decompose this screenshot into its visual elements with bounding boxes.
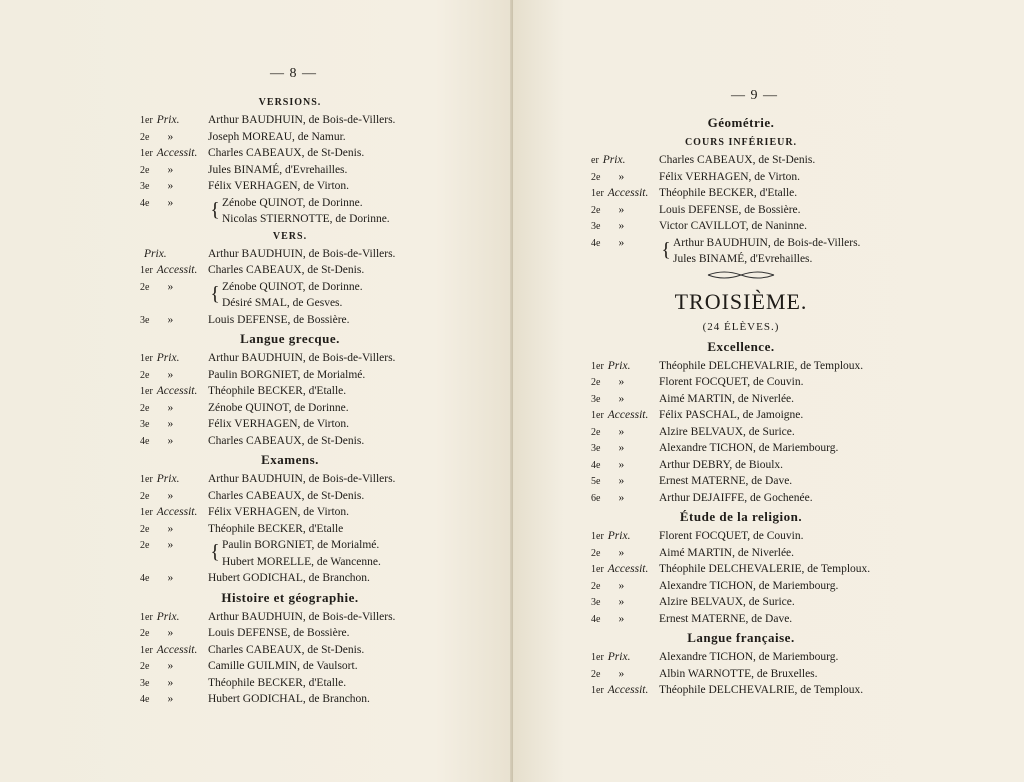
award-row <box>140 246 440 263</box>
student-name: Félix VERHAGEN, de Virton. <box>208 506 350 518</box>
award-rank <box>140 178 208 195</box>
rank-ordinal: 1er <box>140 474 153 485</box>
award-kind: Accessit. <box>156 506 198 518</box>
award-kind: Prix. <box>156 352 180 364</box>
award-rank <box>140 262 208 279</box>
award-row <box>140 537 440 570</box>
student-name: Alzire BELVAUX, de Surice. <box>659 596 795 608</box>
award-row <box>140 367 440 384</box>
award-row <box>591 545 891 562</box>
award-kind: » <box>167 180 174 192</box>
award-row <box>140 691 440 708</box>
rank-ordinal: 1er <box>591 652 604 663</box>
section-heading: VERS. <box>272 230 308 242</box>
student-name: Albin WARNOTTE, de Bruxelles. <box>659 667 818 680</box>
student-name: Arthur DEJAIFFE, de Gochenée. <box>659 491 813 504</box>
rank-ordinal: 4e <box>140 197 150 209</box>
award-rank <box>140 691 208 708</box>
award-rank <box>140 279 208 312</box>
rank-ordinal: 2e <box>140 281 150 293</box>
student-name: Théophile DELCHEVALERIE, de Temploux. <box>659 563 871 575</box>
award-rank <box>591 578 659 595</box>
award-row <box>591 457 891 474</box>
award-rank <box>591 473 659 490</box>
award-kind: » <box>618 612 625 625</box>
tied-names <box>222 195 390 228</box>
student-name: Félix VERHAGEN, de Virton. <box>208 180 350 192</box>
award-kind: » <box>167 693 174 705</box>
award-kind: » <box>167 368 174 381</box>
award-kind: » <box>167 130 174 143</box>
brace-icon: { <box>661 238 671 261</box>
rank-ordinal: 1er <box>140 611 153 623</box>
rank-ordinal: 4e <box>591 613 601 625</box>
award-rank <box>591 358 659 375</box>
rank-ordinal: 2e <box>140 402 150 414</box>
award-row <box>140 488 440 505</box>
award-kind: » <box>167 489 174 502</box>
rank-ordinal: 4e <box>140 694 150 705</box>
award-kind: Accessit. <box>607 187 649 199</box>
award-row <box>140 471 440 488</box>
award-kind: Prix. <box>602 154 626 166</box>
award-rank <box>140 350 208 367</box>
student-name: Nicolas STIERNOTTE, de Dorinne. <box>222 213 390 225</box>
student-name: Charles CABEAUX, de St-Denis. <box>659 154 816 166</box>
award-kind: » <box>167 660 174 672</box>
award-kind: » <box>618 236 625 249</box>
award-row <box>140 112 440 129</box>
award-row <box>591 473 891 490</box>
award-row <box>140 162 440 179</box>
award-kind: » <box>618 425 625 438</box>
student-name: Zénobe QUINOT, de Dorinne. <box>222 280 363 293</box>
award-row <box>140 642 440 659</box>
award-rank <box>140 609 208 626</box>
award-row <box>140 609 440 626</box>
student-name: Florent FOCQUET, de Couvin. <box>659 530 804 542</box>
student-name: Louis DEFENSE, de Bossière. <box>208 313 350 326</box>
award-row <box>140 279 440 312</box>
award-kind: » <box>167 196 174 209</box>
award-kind: Prix. <box>156 114 180 126</box>
student-name: Félix VERHAGEN, de Virton. <box>659 170 801 183</box>
tied-names <box>222 279 363 312</box>
award-rank <box>140 570 208 587</box>
award-rank <box>591 666 659 683</box>
award-kind: Accessit. <box>607 684 649 696</box>
award-kind: » <box>618 596 625 608</box>
student-name: Arthur BAUDHUIN, de Bois-de-Villers. <box>208 610 396 623</box>
student-name: Arthur BAUDHUIN, de Bois-de-Villers. <box>208 114 396 126</box>
award-rank <box>591 649 659 666</box>
student-name: Ernest MATERNE, de Dave. <box>659 475 793 487</box>
award-row <box>591 218 891 235</box>
award-rank <box>591 169 659 186</box>
tied-names <box>673 235 860 268</box>
award-row <box>591 169 891 186</box>
student-name: Jules BINAMÉ, d'Evrehailles. <box>673 253 813 265</box>
student-name: Zénobe QUINOT, de Dorinne. <box>222 196 363 209</box>
award-row <box>140 350 440 367</box>
student-name: Charles CABEAUX, de St-Denis. <box>208 434 365 447</box>
student-name: Félix PASCHAL, de Jamoigne. <box>659 409 804 421</box>
award-row <box>591 152 891 169</box>
right-column <box>591 112 891 699</box>
award-rank <box>591 185 659 202</box>
award-kind: » <box>167 401 174 414</box>
rank-ordinal: 2e <box>591 171 601 183</box>
section-heading: Langue grecque. <box>240 331 340 346</box>
student-name: Louis DEFENSE, de Bossière. <box>659 203 801 216</box>
award-rank <box>140 400 208 417</box>
student-name: Victor CAVILLOT, de Naninne. <box>659 220 808 232</box>
award-rank <box>591 235 659 268</box>
rank-ordinal: 1er <box>591 360 604 372</box>
award-rank <box>591 202 659 219</box>
award-rank <box>591 457 659 474</box>
student-name: Charles CABEAUX, de St-Denis. <box>208 147 365 159</box>
award-kind: » <box>167 163 174 176</box>
rank-ordinal: 1er <box>140 507 153 518</box>
award-rank <box>591 682 659 699</box>
award-kind: Prix. <box>607 651 631 663</box>
award-kind: » <box>167 676 174 689</box>
rank-ordinal: 4e <box>591 459 601 471</box>
award-kind: » <box>618 475 625 487</box>
rank-ordinal: 1er <box>591 188 604 199</box>
student-name: Félix VERHAGEN, de Virton. <box>208 418 350 430</box>
rank-ordinal: 2e <box>140 131 150 143</box>
award-row <box>591 358 891 375</box>
rank-ordinal: 3e <box>140 419 150 430</box>
rank-ordinal: 1er <box>140 115 153 126</box>
award-kind: » <box>167 313 174 326</box>
award-row <box>140 675 440 692</box>
award-rank <box>140 625 208 642</box>
award-rank <box>140 675 208 692</box>
student-name: Paulin BORGNIET, de Morialmé. <box>208 368 366 381</box>
section-heading: Langue française. <box>687 630 795 645</box>
rank-ordinal: 4e <box>591 237 601 249</box>
rank-ordinal: 2e <box>591 580 601 592</box>
rank-ordinal: 3e <box>140 314 150 326</box>
student-name: Hubert MORELLE, de Wancenne. <box>222 555 381 568</box>
student-name: Alexandre TICHON, de Mariembourg. <box>659 651 839 663</box>
rank-ordinal: 1er <box>140 386 153 397</box>
award-rank <box>140 658 208 675</box>
rank-ordinal: 3e <box>591 443 601 454</box>
student-name: Hubert GODICHAL, de Branchon. <box>208 693 370 705</box>
student-name: Zénobe QUINOT, de Dorinne. <box>208 401 349 414</box>
award-kind: Accessit. <box>156 264 198 276</box>
award-row <box>140 383 440 400</box>
student-name: Ernest MATERNE, de Dave. <box>659 612 793 625</box>
award-kind: » <box>167 418 174 430</box>
student-name: Aimé MARTIN, de Niverlée. <box>659 546 795 559</box>
award-row <box>591 374 891 391</box>
award-kind: » <box>618 220 625 232</box>
award-rank <box>140 471 208 488</box>
award-kind: » <box>167 627 174 639</box>
rank-ordinal: 5e <box>591 476 601 487</box>
award-kind: Prix. <box>156 610 180 623</box>
award-rank <box>140 488 208 505</box>
award-row <box>591 202 891 219</box>
student-name: Théophile BECKER, d'Etalle. <box>659 187 798 199</box>
award-rank <box>140 416 208 433</box>
rank-ordinal: 2e <box>591 668 601 680</box>
rank-ordinal: 2e <box>591 547 601 559</box>
award-row <box>140 570 440 587</box>
award-rank <box>591 391 659 408</box>
award-kind: Prix. <box>144 247 167 260</box>
award-kind: » <box>167 522 174 535</box>
award-kind: Prix. <box>607 359 631 372</box>
award-row <box>140 658 440 675</box>
student-name: Théophile DELCHEVALRIE, de Temploux. <box>659 684 864 696</box>
student-name: Joseph MOREAU, de Namur. <box>208 130 346 143</box>
award-rank <box>591 424 659 441</box>
section-heading: Histoire et géographie. <box>221 589 359 605</box>
student-name: Arthur BAUDHUIN, de Bois-de-Villers. <box>208 352 396 364</box>
award-row <box>591 490 891 507</box>
ornament-divider <box>591 268 891 286</box>
award-kind: » <box>618 491 625 504</box>
rank-ordinal: 2e <box>140 628 150 639</box>
award-kind: » <box>167 539 174 551</box>
award-row <box>140 416 440 433</box>
rank-ordinal: 1er <box>140 353 153 364</box>
rank-ordinal: 3e <box>591 597 601 608</box>
brace-icon: { <box>210 541 220 563</box>
award-row <box>591 682 891 699</box>
rank-ordinal: 2e <box>140 523 150 535</box>
rank-ordinal: 1er <box>591 531 604 542</box>
award-kind: » <box>618 579 625 592</box>
brace-icon: { <box>210 282 220 305</box>
award-rank <box>591 611 659 628</box>
page-number-left: — 8 — <box>270 66 317 81</box>
student-name: Camille GUILMIN, de Vaulsort. <box>208 660 358 672</box>
rank-ordinal: 2e <box>140 490 150 502</box>
award-row <box>140 312 440 329</box>
section-heading: COURS INFÉRIEUR. <box>684 137 798 148</box>
rank-ordinal: 2e <box>591 204 601 216</box>
student-name: Arthur BAUDHUIN, de Bois-de-Villers. <box>673 236 861 249</box>
award-rank <box>591 218 659 235</box>
award-rank <box>140 246 208 263</box>
student-name: Louis DEFENSE, de Bossière. <box>208 627 350 639</box>
brace-icon: { <box>210 198 220 221</box>
award-row <box>140 521 440 538</box>
award-rank <box>591 594 659 611</box>
award-row <box>591 235 891 268</box>
award-kind: » <box>167 434 174 447</box>
award-kind: Accessit. <box>607 409 649 421</box>
award-row <box>591 440 891 457</box>
student-name: Arthur BAUDHUIN, de Bois-de-Villers. <box>208 247 396 260</box>
student-name: Charles CABEAUX, de St-Denis. <box>208 643 365 656</box>
award-rank <box>591 561 659 578</box>
award-kind: » <box>618 546 625 559</box>
rank-ordinal: 4e <box>140 435 150 447</box>
award-kind: » <box>618 170 625 183</box>
award-row <box>591 424 891 441</box>
rank-ordinal: 3e <box>140 677 150 689</box>
page-number-right: — 9 — <box>731 88 778 103</box>
rank-ordinal: 6e <box>591 492 601 504</box>
award-rank <box>591 528 659 545</box>
award-kind: » <box>618 392 625 405</box>
award-rank <box>140 312 208 329</box>
award-row <box>591 649 891 666</box>
award-row <box>140 625 440 642</box>
award-row <box>591 611 891 628</box>
rank-ordinal: 1er <box>140 265 153 276</box>
award-row <box>591 594 891 611</box>
student-name: Charles CABEAUX, de St-Denis. <box>208 264 365 276</box>
award-row <box>591 666 891 683</box>
left-column <box>140 94 440 708</box>
award-kind: Prix. <box>156 473 180 485</box>
award-rank <box>140 383 208 400</box>
rank-ordinal: 1er <box>591 410 604 421</box>
student-name: Aimé MARTIN, de Niverlée. <box>659 392 795 405</box>
award-rank <box>591 545 659 562</box>
student-name: Charles CABEAUX, de St-Denis. <box>208 489 365 502</box>
rank-ordinal: 2e <box>140 369 150 381</box>
student-name: Alexandre TICHON, de Mariembourg. <box>659 442 839 454</box>
rank-ordinal: 2e <box>140 540 150 551</box>
award-kind: » <box>167 572 174 584</box>
award-row <box>591 528 891 545</box>
award-rank <box>591 490 659 507</box>
award-row <box>140 504 440 521</box>
award-rank <box>140 521 208 538</box>
rank-ordinal: 1er <box>591 564 604 575</box>
student-name: Théophile BECKER, d'Etalle. <box>208 676 347 689</box>
rank-ordinal: 1er <box>591 685 604 696</box>
award-rank <box>140 112 208 129</box>
award-kind: Accessit. <box>156 147 198 159</box>
student-name: Hubert GODICHAL, de Branchon. <box>208 572 370 584</box>
rank-ordinal: 3e <box>591 393 601 405</box>
award-kind: Accessit. <box>607 563 649 575</box>
award-rank <box>140 162 208 179</box>
award-rank <box>140 433 208 450</box>
rank-ordinal: 4e <box>140 573 150 584</box>
award-rank <box>140 195 208 228</box>
student-name: Désiré SMAL, de Gesves. <box>222 297 343 309</box>
award-rank <box>140 145 208 162</box>
student-name: Alexandre TICHON, de Mariembourg. <box>659 579 839 592</box>
section-heading: VERSIONS. <box>258 97 322 108</box>
award-rank <box>140 642 208 659</box>
award-kind: Accessit. <box>156 643 198 656</box>
award-rank <box>140 367 208 384</box>
award-row <box>591 407 891 424</box>
section-heading: Excellence. <box>707 338 775 354</box>
award-row <box>140 145 440 162</box>
award-row <box>140 195 440 228</box>
award-row <box>591 578 891 595</box>
student-name: Théophile DELCHEVALRIE, de Temploux. <box>659 359 864 372</box>
section-heading: Géométrie. <box>707 115 775 130</box>
student-name: Alzire BELVAUX, de Surice. <box>659 425 795 438</box>
student-name: Arthur BAUDHUIN, de Bois-de-Villers. <box>208 473 396 485</box>
section-heading: TROISIÈME. <box>674 288 808 314</box>
award-rank <box>591 407 659 424</box>
award-row <box>140 129 440 146</box>
award-kind: Accessit. <box>156 385 198 397</box>
rank-ordinal: 3e <box>591 221 601 232</box>
rank-ordinal: 2e <box>591 377 601 388</box>
award-rank <box>591 374 659 391</box>
tied-names <box>222 537 381 570</box>
award-rank <box>591 152 659 169</box>
award-rank <box>140 129 208 146</box>
right-page <box>513 0 1024 782</box>
section-heading: Examens. <box>261 452 319 467</box>
award-kind: » <box>618 458 625 471</box>
award-row <box>140 178 440 195</box>
student-name: Florent FOCQUET, de Couvin. <box>659 376 804 388</box>
award-row <box>140 400 440 417</box>
award-kind: » <box>618 203 625 216</box>
student-name: Théophile BECKER, d'Etalle. <box>208 385 347 397</box>
award-kind: » <box>618 376 625 388</box>
award-row <box>591 185 891 202</box>
rank-ordinal: 3e <box>140 181 150 192</box>
section-heading: Étude de la religion. <box>679 509 803 524</box>
rank-ordinal: 2e <box>591 426 601 438</box>
rank-ordinal: 2e <box>140 661 150 672</box>
award-kind: Prix. <box>607 530 631 542</box>
award-row <box>140 433 440 450</box>
rank-ordinal: 1er <box>140 148 153 159</box>
award-rank <box>591 440 659 457</box>
award-row <box>591 561 891 578</box>
award-row <box>591 391 891 408</box>
student-name: Paulin BORGNIET, de Morialmé. <box>222 539 380 551</box>
student-name: Théophile BECKER, d'Etalle <box>208 522 344 535</box>
student-name: Jules BINAMÉ, d'Evrehailles. <box>208 163 348 176</box>
rank-ordinal: 2e <box>140 164 150 176</box>
student-name: Arthur DEBRY, de Bioulx. <box>659 458 784 471</box>
award-rank <box>140 537 208 570</box>
rank-ordinal: er <box>591 155 599 166</box>
award-row <box>140 262 440 279</box>
section-heading: (24 ÉLÈVES.) <box>702 320 780 333</box>
award-kind: » <box>167 280 174 293</box>
rank-ordinal: 1er <box>140 644 153 656</box>
award-rank <box>140 504 208 521</box>
award-kind: » <box>618 442 625 454</box>
award-kind: » <box>618 667 625 680</box>
